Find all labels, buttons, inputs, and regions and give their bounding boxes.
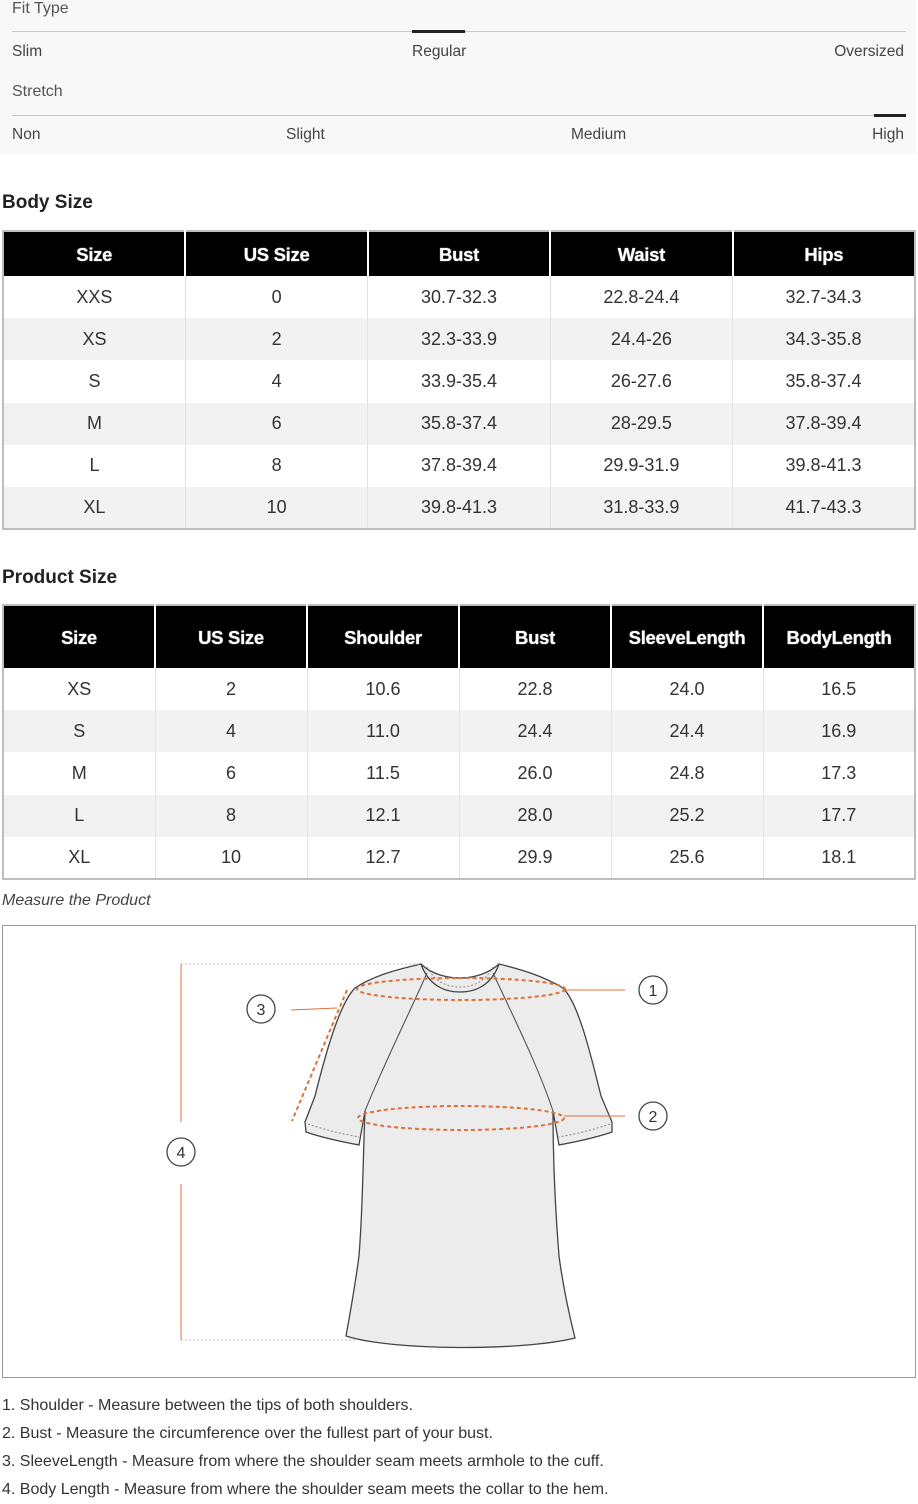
table-cell: 24.0 xyxy=(611,668,763,710)
table-cell: M xyxy=(3,403,185,445)
table-row xyxy=(3,445,915,487)
table-cell: XXS xyxy=(3,276,185,318)
table-row xyxy=(3,668,915,710)
product-size-header-us-size: US Size xyxy=(155,605,307,668)
table-cell: 12.7 xyxy=(307,837,459,879)
table-cell: 10 xyxy=(185,487,367,529)
table-cell: 41.7-43.3 xyxy=(733,487,915,529)
table-cell: 6 xyxy=(185,403,367,445)
table-cell: 11.5 xyxy=(307,752,459,794)
table-cell: XL xyxy=(3,487,185,529)
table-cell: 35.8-37.4 xyxy=(368,403,550,445)
table-cell: 24.8 xyxy=(611,752,763,794)
fit-option-oversized: Oversized xyxy=(834,43,904,60)
callout-2-text: 2 xyxy=(648,1109,658,1126)
table-cell: 22.8 xyxy=(459,668,611,710)
table-cell: 30.7-32.3 xyxy=(368,276,550,318)
table-cell: L xyxy=(3,795,155,837)
table-cell: 16.9 xyxy=(763,710,915,752)
table-cell: 12.1 xyxy=(307,795,459,837)
table-cell: 24.4-26 xyxy=(550,318,732,360)
stretch-option-medium: Medium xyxy=(571,126,627,143)
body-size-header-waist: Waist xyxy=(550,231,732,276)
product-size-title: Product Size xyxy=(2,567,118,588)
table-cell: 35.8-37.4 xyxy=(733,360,915,402)
table-cell: 39.8-41.3 xyxy=(368,487,550,529)
stretch-option-high: High xyxy=(872,126,904,143)
table-cell: 10 xyxy=(155,837,307,879)
product-size-header-size: Size xyxy=(3,605,155,668)
table-cell: 8 xyxy=(185,445,367,487)
tshirt-measure-diagram xyxy=(3,926,915,1377)
fit-option-regular: Regular xyxy=(412,43,467,60)
note-shoulder: 1. Shoulder - Measure between the tips of both shoulders. xyxy=(2,1397,413,1414)
table-cell: M xyxy=(3,752,155,794)
tshirt-shape xyxy=(305,964,612,1348)
table-cell: XS xyxy=(3,668,155,710)
fit-type-indicator xyxy=(412,30,465,33)
table-cell: 2 xyxy=(155,668,307,710)
table-cell: 31.8-33.9 xyxy=(550,487,732,529)
table-cell: L xyxy=(3,445,185,487)
table-row xyxy=(3,710,915,752)
table-row xyxy=(3,276,915,318)
fit-stretch-panel xyxy=(0,0,916,154)
table-cell: 4 xyxy=(185,360,367,402)
table-row xyxy=(3,318,915,360)
callout-4-text: 4 xyxy=(176,1145,186,1162)
table-row xyxy=(3,837,915,879)
note-bust: 2. Bust - Measure the circumference over the fullest part of your bust. xyxy=(2,1425,493,1442)
table-row xyxy=(3,795,915,837)
product-size-header-bodylength: BodyLength xyxy=(763,605,915,668)
measure-notes xyxy=(2,1392,609,1504)
table-cell: 37.8-39.4 xyxy=(368,445,550,487)
table-cell: 34.3-35.8 xyxy=(733,318,915,360)
product-size-header-sleevelength: SleeveLength xyxy=(611,605,763,668)
table-cell: 22.8-24.4 xyxy=(550,276,732,318)
product-size-header-shoulder: Shoulder xyxy=(307,605,459,668)
table-cell: 24.4 xyxy=(611,710,763,752)
table-cell: 6 xyxy=(155,752,307,794)
body-size-header-us-size: US Size xyxy=(185,231,367,276)
table-cell: 10.6 xyxy=(307,668,459,710)
table-cell: 0 xyxy=(185,276,367,318)
table-cell: 32.3-33.9 xyxy=(368,318,550,360)
table-cell: 29.9-31.9 xyxy=(550,445,732,487)
table-cell: XS xyxy=(3,318,185,360)
table-cell: 26-27.6 xyxy=(550,360,732,402)
note-body-length: 4. Body Length - Measure from where the shoulder seam meets the collar to the hem. xyxy=(2,1481,609,1498)
table-cell: S xyxy=(3,360,185,402)
fit-type-label: Fit Type xyxy=(12,0,69,17)
stretch-label: Stretch xyxy=(12,83,63,100)
table-cell: 25.2 xyxy=(611,795,763,837)
body-size-header-size: Size xyxy=(3,231,185,276)
table-cell: 4 xyxy=(155,710,307,752)
table-cell: 25.6 xyxy=(611,837,763,879)
callout-1-text: 1 xyxy=(648,983,658,1000)
table-cell: S xyxy=(3,710,155,752)
table-row xyxy=(3,403,915,445)
measure-caption: Measure the Product xyxy=(2,892,151,909)
stretch-option-slight: Slight xyxy=(286,126,325,143)
stretch-scale xyxy=(12,115,906,116)
table-cell: 28.0 xyxy=(459,795,611,837)
body-size-table xyxy=(2,230,916,530)
callout-3-text: 3 xyxy=(256,1002,266,1019)
body-size-header-bust: Bust xyxy=(368,231,550,276)
note-sleeve-length: 3. SleeveLength - Measure from where the shoulder seam meets armhole to the cuff. xyxy=(2,1453,604,1470)
measure-diagram-box xyxy=(2,925,916,1378)
table-cell: 2 xyxy=(185,318,367,360)
table-cell: 39.8-41.3 xyxy=(733,445,915,487)
table-cell: 37.8-39.4 xyxy=(733,403,915,445)
table-cell: 11.0 xyxy=(307,710,459,752)
stretch-indicator xyxy=(874,114,906,117)
table-cell: 29.9 xyxy=(459,837,611,879)
table-cell: 17.7 xyxy=(763,795,915,837)
table-cell: 8 xyxy=(155,795,307,837)
table-cell: XL xyxy=(3,837,155,879)
table-cell: 28-29.5 xyxy=(550,403,732,445)
table-cell: 33.9-35.4 xyxy=(368,360,550,402)
table-row xyxy=(3,360,915,402)
stretch-option-non: Non xyxy=(12,126,41,143)
table-cell: 26.0 xyxy=(459,752,611,794)
table-cell: 17.3 xyxy=(763,752,915,794)
table-cell: 18.1 xyxy=(763,837,915,879)
product-size-header-bust: Bust xyxy=(459,605,611,668)
body-size-title: Body Size xyxy=(2,192,93,213)
table-cell: 24.4 xyxy=(459,710,611,752)
fit-option-slim: Slim xyxy=(12,43,43,60)
table-row xyxy=(3,487,915,529)
table-row xyxy=(3,752,915,794)
product-size-table xyxy=(2,604,916,880)
table-cell: 16.5 xyxy=(763,668,915,710)
table-cell: 32.7-34.3 xyxy=(733,276,915,318)
body-size-header-hips: Hips xyxy=(733,231,915,276)
